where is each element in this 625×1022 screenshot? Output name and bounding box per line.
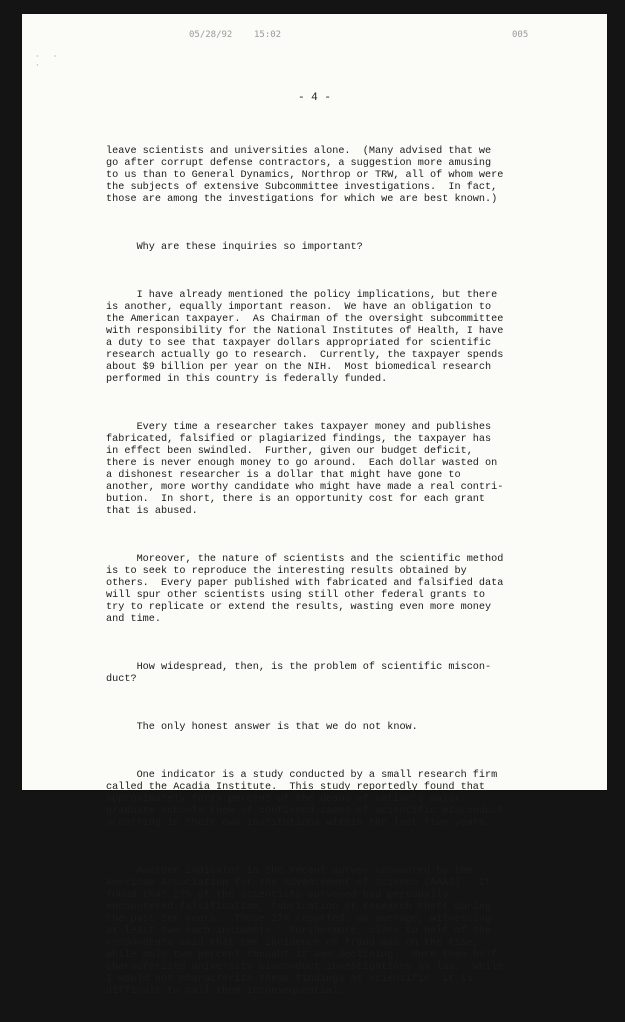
paragraph: Moreover, the nature of scientists and the scientific method is to seek to reproduce the interesting results obtained by others. Every paper published with fabricated and falsified data will spur other scientists using still other federal grants to try to replicate or extend the results, wasting even more money and time. [106,554,504,625]
fax-time: 15:02 [254,30,282,40]
paragraph: leave scientists and universities alone. (Many advised that we go after corrupt defense contractors, a suggestion more amusing to us than to General Dynamics, Northrop or TRW, all of whom were the subjects of extensive Subcommittee investigations. In fact, those are among the investigations for which we are best known.) [106,146,504,205]
paragraph: I have already mentioned the policy implications, but there is another, equally important reason. We have an obligation to the American taxpayer. As Chairman of the oversight subcommittee with responsibility for the National Institutes of Health, I have a duty to see that taxpayer dollars appropriated for scientific research actually go to research. Currently, the taxpayer spends about $9 billion per year on the NIH. Most biomedical research performed in this country is federally funded. [106,290,504,385]
paragraph: Another indicator is the recent survey sponsored by the American Association for the Advancement of Science (AAAS). It found that 27% of the scientists surveyed had personally encountered falsification, fabrication or research theft during the past ten years. Those 27% reported, on average, witnessing at least two such incidents. Furthermore, close to half of the respondents said that the incidence of fraud was on the rise, while only two percent thought it was declining. More than half characterized university misconduct investigations as lax. While I would not characterize these findings as scientific, it is difficult to call them inconsequential. [106,866,504,997]
fax-date: 05/28/92 [189,30,233,40]
fax-header [22,30,607,44]
paragraph: The only honest answer is that we do not know. [106,722,418,733]
document-page [22,14,607,997]
paragraph: How widespread, then, is the problem of scientific miscon- duct? [106,662,492,685]
scan-specks: · · · [36,52,57,70]
body-text [106,122,576,1022]
page-number: - 4 - [297,92,331,104]
paragraph: Why are these inquiries so important? [106,242,363,253]
paragraph: One indicator is a study conducted by a small research firm called the Acadia Institute. This study reportedly found that approximately forty percent of the deans of nation's major graduate schools knew of confirmed cases of scientific misconduct occurring in their own institutions within the last five years. [106,770,504,829]
paragraph: Every time a researcher takes taxpayer money and publishes fabricated, falsified or plagiarized findings, the taxpayer has in effect been swindled. Further, given our budget deficit, there is never enough money to go around. Each dollar wasted on a dishonest researcher is a dollar that might have gone to another, more worthy candidate who might have made a real contri- bution. In short, there is an opportunity cost for each grant that is abused. [106,422,504,517]
fax-page-number: 005 [512,30,529,40]
